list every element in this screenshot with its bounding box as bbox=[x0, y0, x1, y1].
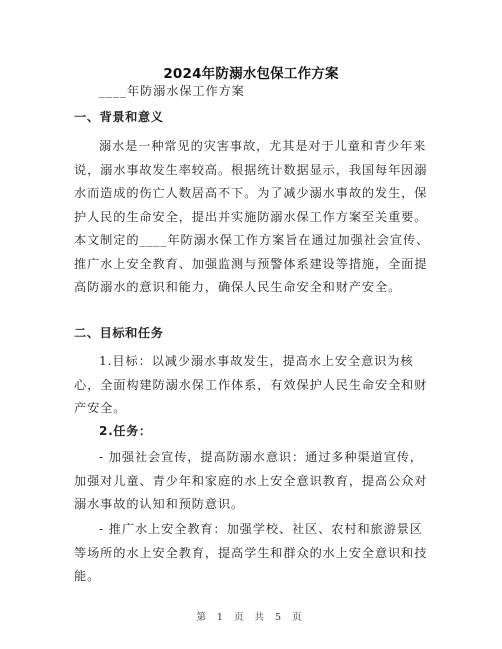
section-paragraph-goals: 1.目标：以减少溺水事故发生，提高水上安全意识为核心，全面构建防溺水保工作体系，有效保护人民生命安全和财产安全。 bbox=[74, 354, 428, 415]
document-title: 2024年防溺水包保工作方案 bbox=[163, 66, 339, 82]
document-subtitle: ____年防溺水保工作方案 bbox=[99, 84, 245, 98]
task-item: - 加强社会宣传，提高防溺水意识：通过多种渠道宣传，加强对儿童、青少年和家庭的水上安全意识教育，提高公众对溺水事故的认知和预防意识。 bbox=[74, 450, 428, 511]
section-heading-goals: 二、目标和任务 bbox=[74, 326, 164, 340]
section-paragraph-background: 溺水是一种常见的灾害事故，尤其是对于儿童和青少年来说，溺水事故发生率较高。根据统计数据显示，我国每年因溺水而造成的伤亡人数居高不下。为了减少溺水事故的发生，保护人民的生命安全，提出并实施防溺水保工作方案至关重要。本文制定的____年防溺水保工作方案旨在通过加强社会宣传、推广水上安全教育、加强监测与预警体系建设等措施，全面提高防溺水的意识和能力，确保人民生命安全和财产安全。 bbox=[74, 139, 430, 294]
page-number-footer: 第 1 页 共 5 页 bbox=[196, 612, 306, 623]
tasks-heading: 2.任务： bbox=[99, 424, 152, 438]
task-item: - 推广水上安全教育：加强学校、社区、农村和旅游景区等场所的水上安全教育，提高学生和群众的水上安全意识和技能。 bbox=[74, 522, 428, 583]
section-heading-background: 一、背景和意义 bbox=[74, 110, 164, 124]
